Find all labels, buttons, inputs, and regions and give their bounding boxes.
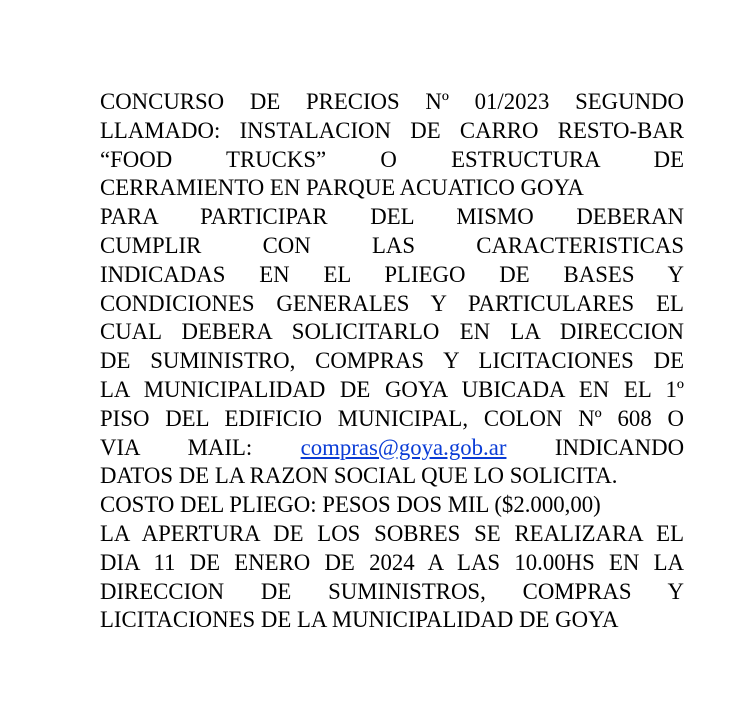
- body-line: PARA PARTICIPAR DEL MISMO DEBERAN: [100, 204, 684, 230]
- body-line: LA MUNICIPALIDAD DE GOYA UBICADA EN EL 1º: [100, 376, 684, 402]
- email-prefix: VIA MAIL:: [100, 434, 253, 460]
- title-line: CERRAMIENTO EN PARQUE ACUATICO GOYA: [100, 175, 584, 201]
- email-link[interactable]: compras@goya.gob.ar: [300, 434, 507, 460]
- title-line: LLAMADO: INSTALACION DE CARRO RESTO-BAR: [100, 117, 684, 143]
- opening-line: LICITACIONES DE LA MUNICIPALIDAD DE GOYA: [100, 607, 619, 633]
- body-line: CUMPLIR CON LAS CARACTERISTICAS: [100, 232, 684, 258]
- body-line: CUAL DEBERA SOLICITARLO EN LA DIRECCION: [100, 319, 684, 345]
- opening-line: DIRECCION DE SUMINISTROS, COMPRAS Y: [100, 578, 684, 604]
- title-line: “FOOD TRUCKS” O ESTRUCTURA DE: [100, 146, 684, 172]
- body-line: DATOS DE LA RAZON SOCIAL QUE LO SOLICITA.: [100, 463, 618, 489]
- body-line: CONDICIONES GENERALES Y PARTICULARES EL: [100, 290, 684, 316]
- cost-line: COSTO DEL PLIEGO: PESOS DOS MIL ($2.000,00): [100, 492, 601, 518]
- notice-document: [100, 88, 684, 635]
- opening-line: LA APERTURA DE LOS SOBRES SE REALIZARA EL: [100, 520, 684, 546]
- email-line: [100, 434, 684, 463]
- body-line: INDICADAS EN EL PLIEGO DE BASES Y: [100, 261, 684, 287]
- body-line: PISO DEL EDIFICIO MUNICIPAL, COLON Nº 608 O: [100, 405, 684, 431]
- email-suffix: INDICANDO: [554, 434, 685, 460]
- body-line: DE SUMINISTRO, COMPRAS Y LICITACIONES DE: [100, 348, 684, 374]
- title-line: CONCURSO DE PRECIOS Nº 01/2023 SEGUNDO: [100, 89, 684, 114]
- opening-line: DIA 11 DE ENERO DE 2024 A LAS 10.00HS EN LA: [100, 549, 684, 575]
